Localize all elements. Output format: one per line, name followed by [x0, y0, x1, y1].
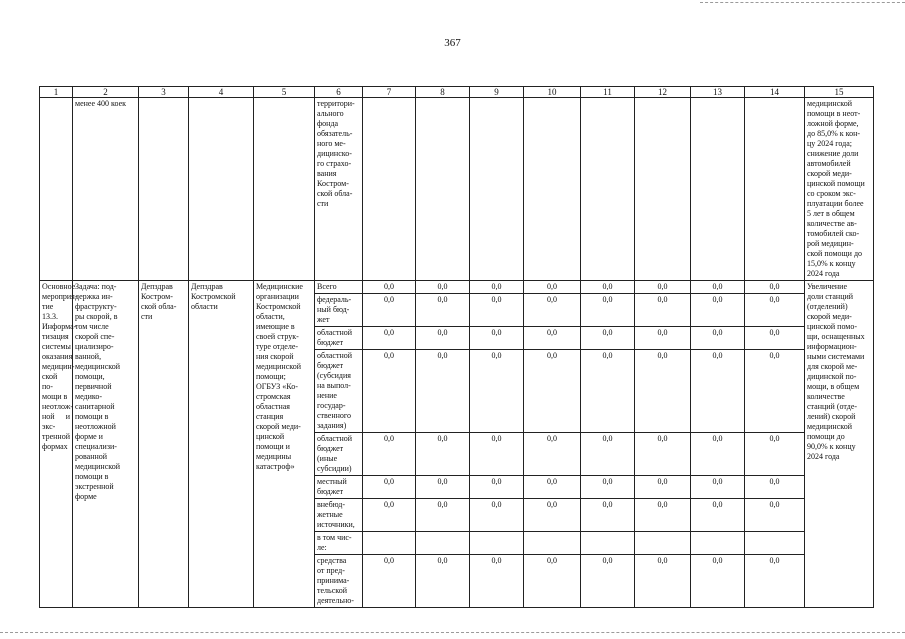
cell-amount: 0,0 — [691, 499, 745, 532]
cell-executor: Депздрав Костромской области — [189, 281, 254, 608]
budget-table — [39, 86, 874, 608]
cell-empty — [416, 98, 470, 281]
cell-amount — [691, 532, 745, 555]
cell-funding-source: областной бюджет (иные субсидии) — [315, 433, 363, 476]
cell-amount: 0,0 — [581, 350, 635, 433]
cell-amount: 0,0 — [470, 476, 524, 499]
cell-funding-source: местный бюджет — [315, 476, 363, 499]
cell-amount: 0,0 — [470, 499, 524, 532]
header-cell: 11 — [581, 87, 635, 98]
cell-amount: 0,0 — [416, 433, 470, 476]
cell-empty — [524, 98, 581, 281]
cell-amount: 0,0 — [416, 555, 470, 608]
header-cell: 8 — [416, 87, 470, 98]
cell-continued-text: менее 400 коек — [73, 98, 139, 281]
cell-amount: 0,0 — [363, 476, 416, 499]
cell-amount: 0,0 — [416, 327, 470, 350]
cell-amount: 0,0 — [416, 476, 470, 499]
cell-amount: 0,0 — [581, 476, 635, 499]
cell-amount: 0,0 — [363, 555, 416, 608]
cell-empty — [363, 98, 416, 281]
cell-funding-source: внебюд- жетные источники, — [315, 499, 363, 532]
cell-amount: 0,0 — [581, 433, 635, 476]
header-cell: 1 — [40, 87, 73, 98]
cell-amount: 0,0 — [524, 294, 581, 327]
cell-amount: 0,0 — [524, 327, 581, 350]
header-cell: 12 — [635, 87, 691, 98]
funding-row — [40, 281, 874, 294]
cell-amount: 0,0 — [470, 433, 524, 476]
header-cell: 7 — [363, 87, 416, 98]
cell-amount: 0,0 — [745, 327, 805, 350]
cell-amount: 0,0 — [635, 433, 691, 476]
cell-amount: 0,0 — [745, 350, 805, 433]
cell-amount: 0,0 — [524, 476, 581, 499]
cell-empty — [40, 98, 73, 281]
cell-amount: 0,0 — [581, 281, 635, 294]
cell-amount: 0,0 — [691, 327, 745, 350]
cell-funding-source: областной бюджет (субсидия на выпол- нение государ- ственного задания) — [315, 350, 363, 433]
header-cell: 15 — [805, 87, 874, 98]
header-cell: 13 — [691, 87, 745, 98]
cell-amount: 0,0 — [363, 433, 416, 476]
cell-amount: 0,0 — [691, 294, 745, 327]
cell-amount: 0,0 — [691, 555, 745, 608]
cell-empty — [189, 98, 254, 281]
cell-empty — [470, 98, 524, 281]
cell-amount: 0,0 — [524, 433, 581, 476]
cell-amount: 0,0 — [691, 281, 745, 294]
cell-amount: 0,0 — [524, 499, 581, 532]
cell-coordinator: Депздрав Костром- ской обла- сти — [139, 281, 189, 608]
cell-participants: Медицинские организации Костромской области, имеющие в своей струк- туре отделе- ния скорой медицинской помощи; ОГБУЗ «Ко- стромская областная станция скорой меди- цинской помощи и медицины катастроф» — [254, 281, 315, 608]
cell-measure-name: Основное мероприя- тие 13.3. Информа- тизация системы оказания медицин- ской по- мощи в неотлож- ной и экс- тренной формах — [40, 281, 73, 608]
cell-amount: 0,0 — [524, 350, 581, 433]
cell-empty — [745, 98, 805, 281]
cell-amount: 0,0 — [635, 281, 691, 294]
cell-amount — [745, 532, 805, 555]
cell-amount: 0,0 — [691, 476, 745, 499]
scan-edge-line-top — [700, 2, 905, 3]
cell-amount: 0,0 — [363, 499, 416, 532]
cell-amount: 0,0 — [470, 327, 524, 350]
column-number-row — [40, 87, 874, 98]
header-cell: 6 — [315, 87, 363, 98]
cell-amount: 0,0 — [635, 476, 691, 499]
cell-amount — [635, 532, 691, 555]
cell-amount — [363, 532, 416, 555]
cell-funding-source: территори- ального фонда обязатель- ного ме- дицинско- го страхо- вания Костром- ской обла- сти — [315, 98, 363, 281]
header-cell: 5 — [254, 87, 315, 98]
cell-amount: 0,0 — [635, 555, 691, 608]
cell-funding-source: в том чис- ле: — [315, 532, 363, 555]
cell-amount: 0,0 — [363, 294, 416, 327]
scan-edge-line-bottom — [0, 632, 905, 633]
cell-amount: 0,0 — [470, 555, 524, 608]
header-cell: 9 — [470, 87, 524, 98]
cell-expected-result: Увеличение доли станций (отделений) скорой меди- цинской помо- щи, оснащенных информацион- ными системами для скорой ме- дицинской по- мощи, в общем количестве станций (отде- лений) скорой медицинской помощи до 90,0% к концу 2024 года — [805, 281, 874, 608]
cell-amount: 0,0 — [745, 476, 805, 499]
cell-amount: 0,0 — [581, 327, 635, 350]
header-cell: 2 — [73, 87, 139, 98]
cell-amount: 0,0 — [691, 350, 745, 433]
cell-empty — [581, 98, 635, 281]
cell-amount: 0,0 — [745, 555, 805, 608]
cell-amount: 0,0 — [363, 350, 416, 433]
cell-task: Задача: под- держка ин- фраструкту- ры скорой, в том числе скорой спе- циализиро- ванной, медицинской помощи, первичной медико- санитарной помощи в неотложной форме и специализи- рованной медицинской помощи в экстренной форме — [73, 281, 139, 608]
cell-empty — [139, 98, 189, 281]
cell-amount: 0,0 — [635, 499, 691, 532]
header-cell: 4 — [189, 87, 254, 98]
cell-amount: 0,0 — [470, 281, 524, 294]
cell-funding-source: федераль- ный бюд- жет — [315, 294, 363, 327]
cell-funding-source: средства от пред- принима- тельской деятельно- — [315, 555, 363, 608]
cell-amount: 0,0 — [524, 281, 581, 294]
cell-amount: 0,0 — [416, 281, 470, 294]
page-number: 367 — [444, 37, 461, 49]
cell-empty — [254, 98, 315, 281]
cell-funding-source: Всего — [315, 281, 363, 294]
cell-amount: 0,0 — [363, 327, 416, 350]
cell-amount: 0,0 — [416, 294, 470, 327]
cell-amount: 0,0 — [745, 499, 805, 532]
cell-amount: 0,0 — [745, 294, 805, 327]
cell-amount: 0,0 — [635, 327, 691, 350]
cell-amount: 0,0 — [581, 499, 635, 532]
cell-amount — [524, 532, 581, 555]
cell-empty — [635, 98, 691, 281]
cell-amount: 0,0 — [470, 350, 524, 433]
cell-empty — [691, 98, 745, 281]
cell-amount: 0,0 — [416, 350, 470, 433]
cell-funding-source: областной бюджет — [315, 327, 363, 350]
cell-amount — [581, 532, 635, 555]
cell-amount: 0,0 — [581, 555, 635, 608]
cell-amount: 0,0 — [635, 350, 691, 433]
header-cell: 14 — [745, 87, 805, 98]
cell-amount: 0,0 — [691, 433, 745, 476]
cell-amount: 0,0 — [745, 433, 805, 476]
cell-amount: 0,0 — [635, 294, 691, 327]
cell-amount: 0,0 — [524, 555, 581, 608]
cell-amount — [416, 532, 470, 555]
cell-amount: 0,0 — [363, 281, 416, 294]
cell-amount: 0,0 — [470, 294, 524, 327]
continuation-row — [40, 98, 874, 281]
header-cell: 10 — [524, 87, 581, 98]
cell-amount — [470, 532, 524, 555]
cell-amount: 0,0 — [416, 499, 470, 532]
cell-expected-result: медицинской помощи в неот- ложной форме, до 85,0% к кон- цу 2024 года; снижение доли автомобилей скорой меди- цинской помощи со сроком экс- плуатации более 5 лет в общем количестве ав- томобилей ско- рой медицин- ской помощи до 15,0% к концу 2024 года — [805, 98, 874, 281]
cell-amount: 0,0 — [745, 281, 805, 294]
header-cell: 3 — [139, 87, 189, 98]
cell-amount: 0,0 — [581, 294, 635, 327]
